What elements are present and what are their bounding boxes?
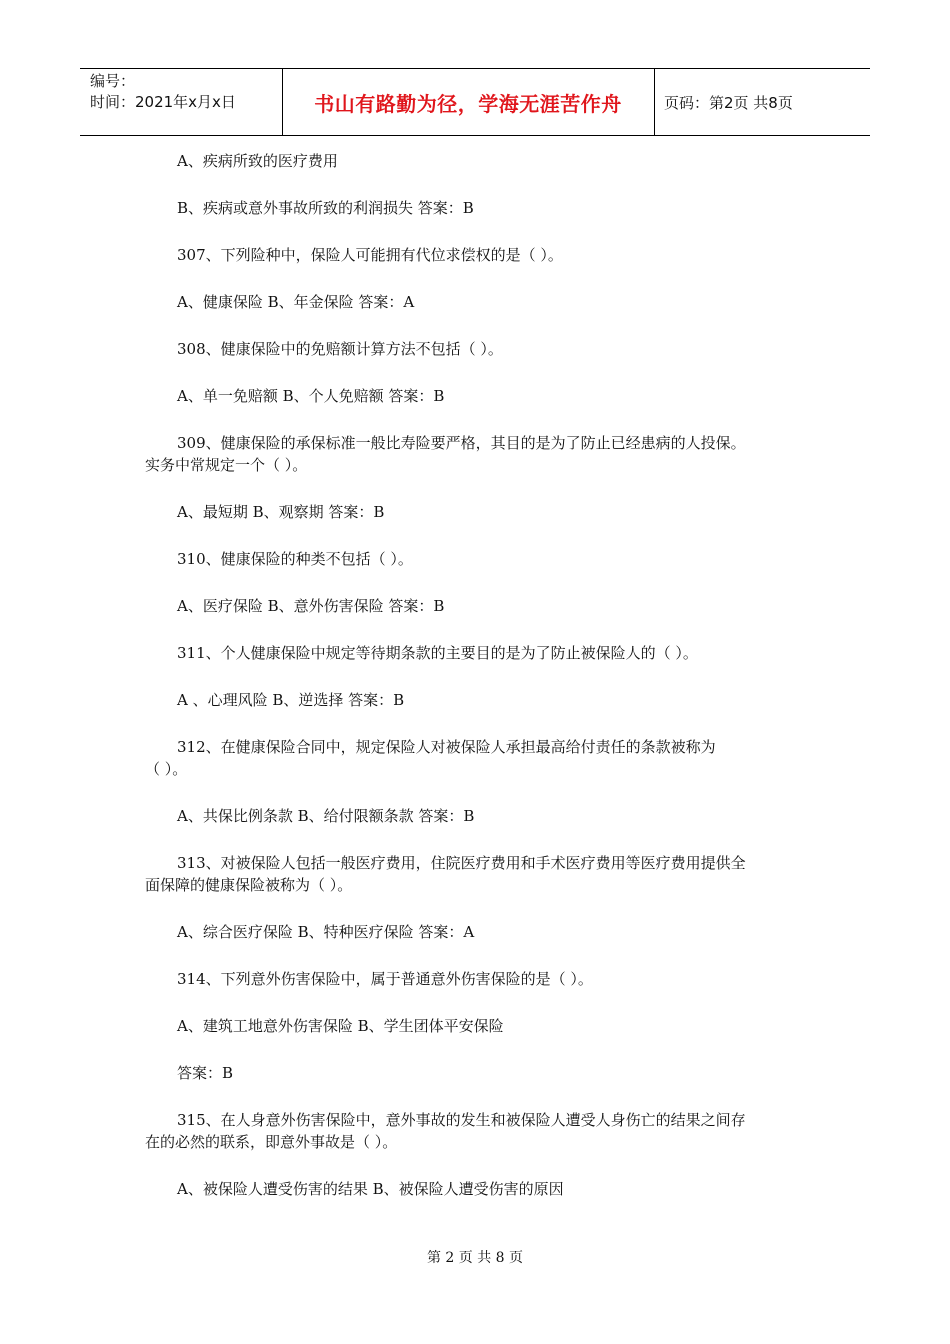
document-body <box>145 150 815 1200</box>
header-page-info: 页码：第2页 共8页 <box>664 94 793 112</box>
header-motto: 书山有路勤为径，学海无涯苦作舟 <box>314 92 622 116</box>
text-line: 310、健康保险的种类不包括（ ）。 <box>177 550 413 568</box>
text-line: A 、心理风险 B、逆选择 答案：B <box>177 691 405 709</box>
text-line: 314、下列意外伤害保险中，属于普通意外伤害保险的是（ ）。 <box>177 970 593 988</box>
text-line: A、最短期 B、观察期 答案：B <box>177 503 385 521</box>
text-line: 307、下列险种中，保险人可能拥有代位求偿权的是（ ）。 <box>177 246 563 264</box>
text-line: 309、健康保险的承保标准一般比寿险要严格，其目的是为了防止已经患病的人投保。 <box>177 434 746 452</box>
page-footer: 第 2 页 共 8 页 <box>426 1250 524 1266</box>
text-line: 面保障的健康保险被称为（ ）。 <box>145 876 353 894</box>
text-line: （ ）。 <box>145 760 188 778</box>
text-line: 312、在健康保险合同中，规定保险人对被保险人承担最高给付责任的条款被称为 <box>177 738 716 756</box>
time-label: 时间：2021年x月x日 <box>90 93 236 111</box>
serial-label: 编号： <box>90 72 136 90</box>
text-line: 在的必然的联系，即意外事故是（ ）。 <box>145 1133 398 1151</box>
text-line: 313、对被保险人包括一般医疗费用，住院医疗费用和手术医疗费用等医疗费用提供全 <box>177 854 746 872</box>
text-line: 311、个人健康保险中规定等待期条款的主要目的是为了防止被保险人的（ ）。 <box>177 644 698 662</box>
page-header <box>80 68 870 136</box>
text-line: B、疾病或意外事故所致的利润损失 答案：B <box>177 199 474 217</box>
text-line: A、建筑工地意外伤害保险 B、学生团体平安保险 <box>177 1017 504 1035</box>
text-line: 315、在人身意外伤害保险中，意外事故的发生和被保险人遭受人身伤亡的结果之间存 <box>177 1111 746 1129</box>
header-left <box>90 71 280 113</box>
text-line: 实务中常规定一个（ ）。 <box>145 456 308 474</box>
text-line: 答案：B <box>177 1064 234 1082</box>
text-line: A、医疗保险 B、意外伤害保险 答案：B <box>177 597 445 615</box>
text-line: 308、健康保险中的免赔额计算方法不包括（ ）。 <box>177 340 503 358</box>
text-line: A、被保险人遭受伤害的结果 B、被保险人遭受伤害的原因 <box>177 1180 564 1198</box>
text-line: A、健康保险 B、年金保险 答案：A <box>177 293 415 311</box>
text-line: A、共保比例条款 B、给付限额条款 答案：B <box>177 807 475 825</box>
text-line: A、单一免赔额 B、个人免赔额 答案：B <box>177 387 445 405</box>
header-divider-right <box>654 69 655 136</box>
text-line: A、综合医疗保险 B、特种医疗保险 答案：A <box>177 923 475 941</box>
text-line: A、疾病所致的医疗费用 <box>177 152 338 170</box>
